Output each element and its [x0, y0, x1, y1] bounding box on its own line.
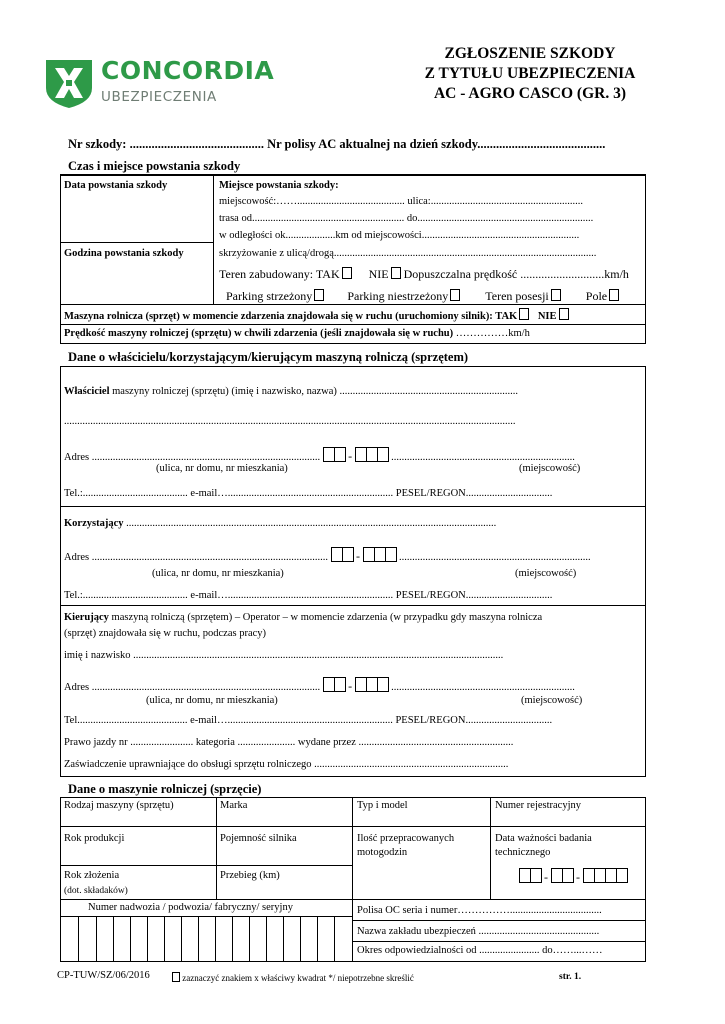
- data-powstania-label: Data powstania szkody: [64, 180, 168, 191]
- brand-subtitle: UBEZPIECZENIA: [101, 89, 217, 105]
- miejscowosc-sub-label: (miejscowość): [521, 695, 583, 706]
- miejscowosc-wlasciciel-field[interactable]: ......................................................................: [391, 452, 575, 463]
- data-badania-label-2: technicznego: [495, 847, 551, 858]
- przebieg-label: Przebieg (km): [220, 870, 280, 881]
- maszyna-ruch-nie-label: NIE: [537, 311, 557, 322]
- zaswiadczenie-field[interactable]: Zaświadczenie uprawniające do obsługi sprzętu rolniczego ..........................................................................: [64, 759, 509, 770]
- rok-zlozenia-sub: (dot. składaków): [64, 886, 128, 896]
- adres-wlasciciel-field[interactable]: Adres .......................................................................................: [64, 452, 321, 463]
- typ-model-label: Typ i model: [357, 800, 408, 811]
- dopuszczalna-predkosc-field[interactable]: Dopuszczalna prędkość ............................km/h: [403, 267, 629, 281]
- miejscowosc-sub-label: (miejscowość): [519, 463, 581, 474]
- footer-note: zaznaczyć znakiem x właściwy kwadrat */ niepotrzebne skreślić: [182, 973, 414, 983]
- wlasciciel-field[interactable]: maszyny rolniczej (sprzętu) (imię i nazwisko, nazwa) ....................................................................: [112, 386, 519, 397]
- postcode-korzystajacy[interactable]: -: [331, 549, 396, 563]
- concordia-logo: [44, 58, 94, 114]
- form-title-line-3: AC - AGRO CASCO (GR. 3): [433, 85, 627, 102]
- miejsce-powstania-label: Miejsce powstania szkody:: [219, 180, 339, 191]
- maszyna-w-ruchu-label: Maszyna rolnicza (sprzęt) w momencie zdarzenia znajdowała się w ruchu (uruchomiony silnik): TAK: [64, 311, 518, 322]
- data-badania-label-1: Data ważności badania: [495, 833, 592, 844]
- teren-posesji-checkbox[interactable]: [551, 289, 561, 301]
- pojemnosc-silnika-label: Pojemność silnika: [220, 833, 297, 844]
- wlasciciel-label: Właściciel: [64, 386, 110, 397]
- teren-zabudowany-tak-checkbox[interactable]: [342, 267, 352, 279]
- rodzaj-maszyny-label: Rodzaj maszyny (sprzętu): [64, 800, 174, 811]
- vin-cells[interactable]: [61, 917, 351, 961]
- teren-zabudowany-label: Teren zabudowany: TAK: [219, 267, 340, 281]
- nazwa-zakladu-field[interactable]: Nazwa zakładu ubezpieczeń ..............................................: [357, 926, 600, 937]
- data-badania-date-boxes[interactable]: - -: [519, 868, 627, 885]
- brand-name: CONCORDIA: [101, 56, 275, 85]
- kierujacy-description-line-2: (sprzęt) znajdowała się w ruchu, podczas pracy): [64, 628, 267, 639]
- tel-email-pesel-korzystajacy[interactable]: Tel.:........................................ e-mail…............................................................... PESEL/REGON.................................: [64, 590, 553, 601]
- postcode-wlasciciel[interactable]: -: [323, 449, 388, 463]
- prawo-jazdy-field[interactable]: Prawo jazdy nr ........................ kategoria ...................... wydane przez ...........................................................: [64, 737, 514, 748]
- miejscowosc-korzystajacy-field[interactable]: .........................................................................: [398, 552, 591, 563]
- skrzyzowanie-field[interactable]: skrzyżowanie z ulicą/drogą....................................................................................................: [219, 248, 597, 259]
- motogodziny-label-2: motogodzin: [357, 847, 408, 858]
- predkosc-maszyny-field[interactable]: ……………km/h: [455, 328, 530, 339]
- form-code: CP-TUW/SZ/06/2016: [57, 970, 150, 981]
- parking-strzezony-label: Parking strzeżony: [226, 289, 313, 303]
- adres-kierujacy-field[interactable]: Adres .......................................................................................: [64, 682, 321, 693]
- parking-niestrzezony-checkbox[interactable]: [450, 289, 460, 301]
- teren-zabudowany-nie-checkbox[interactable]: [391, 267, 401, 279]
- kierujacy-label: Kierujący: [64, 612, 109, 623]
- form-title-line-1: ZGŁOSZENIE SZKODY: [444, 45, 616, 62]
- miejscowosc-sub-label: (miejscowość): [515, 568, 577, 579]
- miejscowosc-ulica-field[interactable]: miejscowość:……......................................... ulica:..........................................................: [219, 196, 583, 207]
- tel-email-pesel-kierujacy[interactable]: Tel.......................................... e-mail…............................................................... PESEL/REGON.................................: [64, 715, 553, 726]
- page-number: str. 1.: [559, 972, 582, 982]
- maszyna-ruch-tak-checkbox[interactable]: [519, 308, 529, 320]
- form-title-line-2: Z TYTUŁU UBEZPIECZENIA: [424, 65, 636, 82]
- ulica-sub-label: (ulica, nr domu, nr mieszkania): [146, 695, 278, 706]
- korzystajacy-label: Korzystający: [64, 518, 124, 529]
- parking-niestrzezony-label: Parking niestrzeżony: [347, 289, 449, 303]
- trasa-field[interactable]: trasa od.......................................................... do...................................................................: [219, 213, 594, 224]
- legend-checkbox-icon: [172, 972, 180, 982]
- teren-posesji-label: Teren posesji: [485, 289, 549, 303]
- motogodziny-label-1: Ilość przepracowanych: [357, 833, 455, 844]
- maszyna-ruch-nie-checkbox[interactable]: [559, 308, 569, 320]
- rok-zlozenia-label: Rok złożenia: [64, 870, 120, 881]
- korzystajacy-field[interactable]: .............................................................................................................................................: [126, 518, 497, 529]
- pole-checkbox[interactable]: [609, 289, 619, 301]
- nr-rejestracyjny-label: Numer rejestracyjny: [495, 800, 582, 811]
- tel-email-pesel-wlasciciel[interactable]: Tel.:........................................ e-mail…............................................................... PESEL/REGON.................................: [64, 488, 553, 499]
- claim-policy-number-line[interactable]: Nr szkody: ........................................... Nr polisy AC aktualnej na dzień szkody.........................................: [68, 137, 606, 151]
- section-machine-title: Dane o maszynie rolniczej (sprzęcie): [68, 782, 262, 796]
- wlasciciel-continuation-field[interactable]: ............................................................................................................................................................................: [64, 416, 516, 427]
- polisa-oc-field[interactable]: Polisa OC seria i numer……………...................................: [357, 905, 602, 916]
- numer-nadwozia-label: Numer nadwozia / podwozia/ fabryczny/ seryjny: [88, 902, 293, 913]
- ulica-sub-label: (ulica, nr domu, nr mieszkania): [152, 568, 284, 579]
- okres-odpowiedzialnosci-field[interactable]: Okres odpowiedzialności od ....................... do……...……: [357, 945, 603, 956]
- postcode-kierujacy[interactable]: -: [323, 679, 388, 693]
- adres-korzystajacy-field[interactable]: Adres ..........................................................................................: [64, 552, 328, 563]
- pole-label: Pole: [585, 289, 608, 303]
- section-owner-title: Dane o właścicielu/korzystającym/kierującym maszyną rolniczą (sprzętem): [68, 350, 469, 364]
- marka-label: Marka: [220, 800, 248, 811]
- godzina-powstania-label: Godzina powstania szkody: [64, 248, 184, 259]
- predkosc-maszyny-label: Prędkość maszyny rolniczej (sprzętu) w chwili zdarzenia (jeśli znajdowała się w ruchu): [64, 328, 454, 339]
- rok-produkcji-label: Rok produkcji: [64, 833, 125, 844]
- parking-strzezony-checkbox[interactable]: [314, 289, 324, 301]
- ulica-sub-label: (ulica, nr domu, nr mieszkania): [156, 463, 288, 474]
- concordia-shield-icon: [44, 58, 94, 110]
- section-time-place-title: Czas i miejsce powstania szkody: [68, 159, 241, 173]
- miejscowosc-kierujacy-field[interactable]: ......................................................................: [391, 682, 575, 693]
- kierujacy-description: maszyną rolniczą (sprzętem) – Operator – w momencie zdarzenia (w przypadku gdy maszyna rolnicza: [111, 612, 543, 623]
- imie-nazwisko-field[interactable]: imię i nazwisko .............................................................................................................................................: [64, 650, 504, 661]
- teren-zabudowany-nie-label: NIE: [368, 267, 389, 281]
- odleglosc-field[interactable]: w odległości ok...................km od miejscowości............................................................: [219, 230, 580, 241]
